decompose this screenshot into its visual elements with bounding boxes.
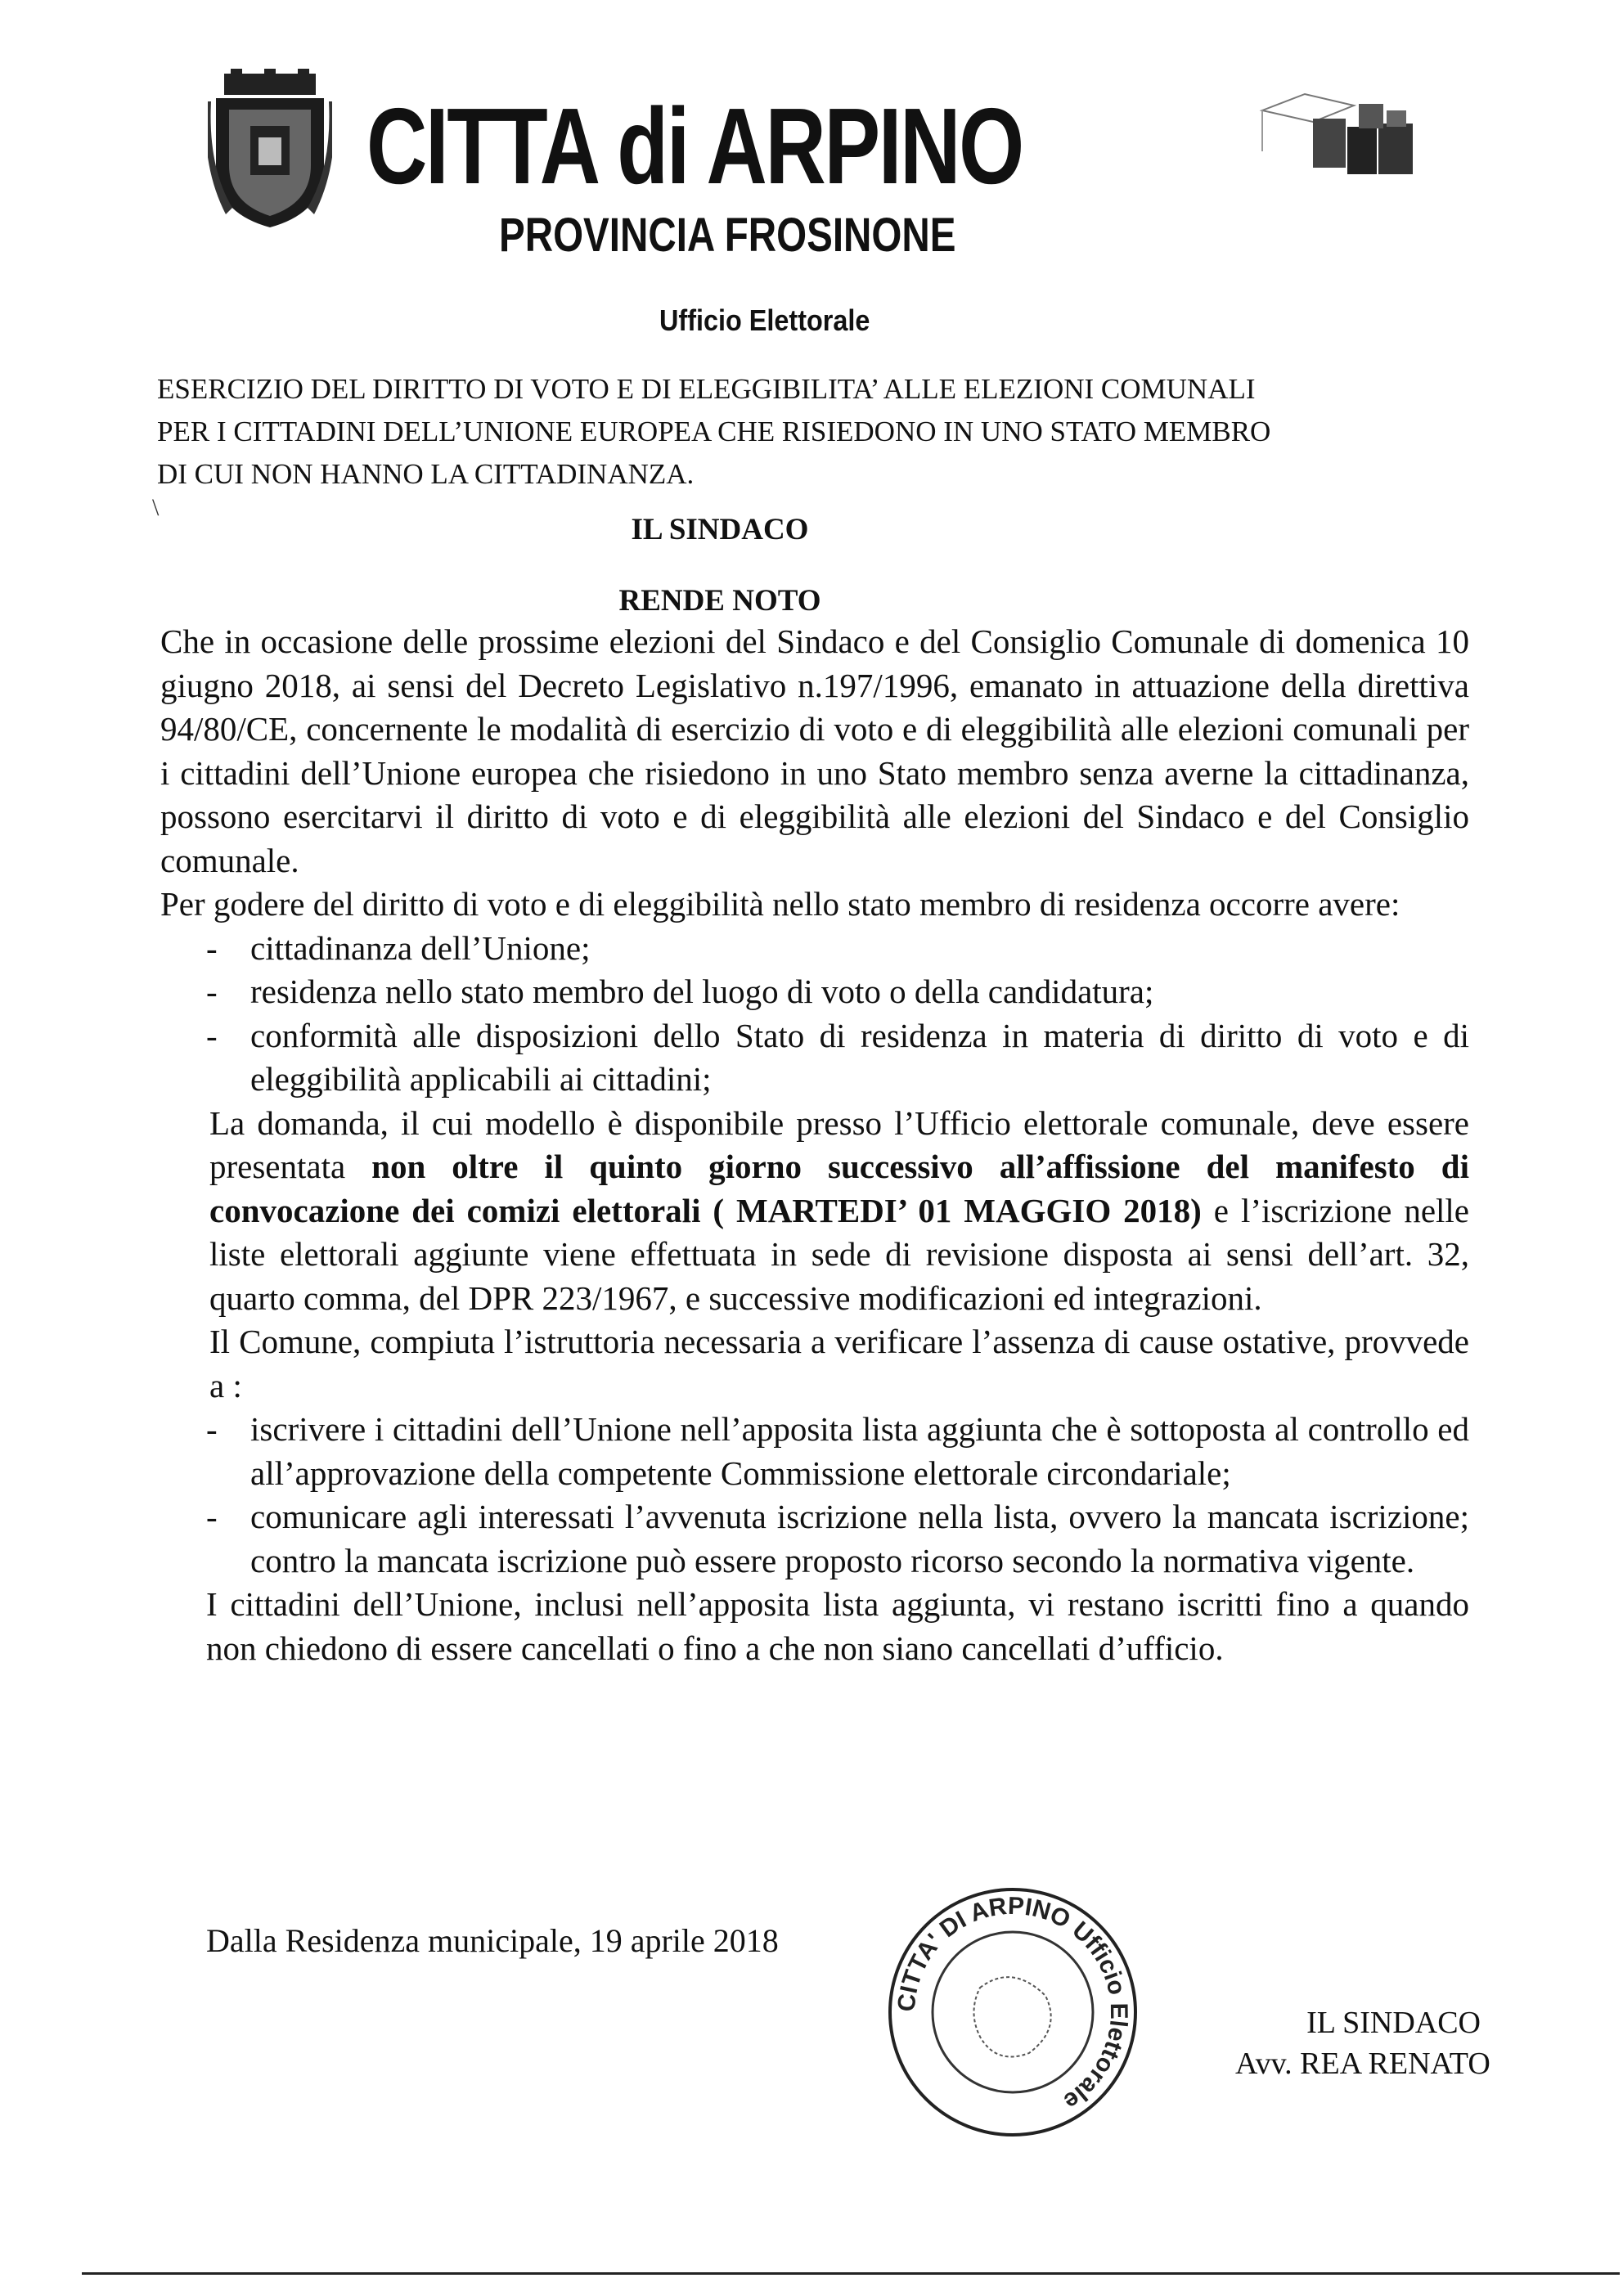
signatory: [1235, 2002, 1490, 2084]
conclusion-paragraph: I cittadini dell’Unione, inclusi nell’apposita lista aggiunta, vi restano iscritti fino a quando non chiedono di essere cancellati o fino a che non siano cancellati d’ufficio.: [206, 1585, 1469, 1667]
city-name: CITTA di ARPINO: [366, 86, 1023, 206]
region-logo-icon: [1256, 86, 1419, 184]
place-date: Dalla Residenza municipale, 19 aprile 2018: [206, 1922, 779, 1959]
requirements-intro: Per godere del diritto di voto e di eleggibilità nello stato membro di residenza occorre avere:: [160, 885, 1400, 923]
notice-body: [160, 620, 1469, 1670]
subject-line: PER I CITTADINI DELL’UNIONE EUROPEA CHE RISIEDONO IN UNO STATO MEMBRO: [157, 416, 1271, 447]
stamp-text: CITTA' DI ARPINO Ufficio Elettorale: [892, 1892, 1133, 2115]
subject-line: DI CUI NON HANNO LA CITTADINANZA.: [157, 458, 695, 490]
signatory-title: IL SINDACO: [1306, 2006, 1481, 2040]
province-name: PROVINCIA FROSINONE: [499, 209, 956, 262]
application-deadline: non oltre il quinto giorno successivo all’affissione del manifesto di convocazione dei comizi elettorali ( MARTEDI’ 01 MAGGIO 2018): [209, 1148, 1469, 1229]
notice-heading: RENDE NOTO: [618, 584, 821, 618]
coat-of-arms-icon: [208, 69, 332, 229]
stray-mark: \: [152, 494, 160, 521]
office-name: Ufficio Elettorale: [659, 303, 870, 337]
requirements-list: [160, 927, 1469, 1102]
commune-intro: Il Comune, compiuta l’istruttoria necessaria a verificare l’assenza di cause ostative, provvede a :: [209, 1323, 1469, 1404]
subject: [157, 368, 1466, 496]
intro-paragraph: Che in occasione delle prossime elezioni del Sindaco e del Consiglio Comunale di domenica 10 giugno 2018, ai sensi del Decreto Legislativo n.197/1996, emanato in attuazione della direttiva 94/80/CE, concernente le modalità di esercizio di voto e di eleggibilità alle elezioni comunali per i cittadini dell’Unione europea che risiedono in uno Stato membro senza averne la cittadinanza, possono esercitarvi il diritto di voto e di eleggibilità alle elezioni del Sindaco e del Consiglio comunale.: [160, 622, 1469, 879]
official-stamp: [874, 1873, 1152, 2151]
signatory-name: Avv. REA RENATO: [1235, 2047, 1490, 2081]
footer-rule: [82, 2272, 1620, 2275]
list-item: - comunicare agli interessati l’avvenuta iscrizione nella lista, ovvero la mancata iscrizione; contro la mancata iscrizione può essere proposto ricorso secondo la normativa vigente.: [206, 1498, 1469, 1579]
subject-line: ESERCIZIO DEL DIRITTO DI VOTO E DI ELEGGIBILITA’ ALLE ELEZIONI COMUNALI: [157, 373, 1256, 405]
list-item: - conformità alle disposizioni dello Stato di residenza in materia di diritto di voto e di eleggibilità applicabili ai cittadini;: [206, 1016, 1469, 1098]
list-item: - iscrivere i cittadini dell’Unione nell’apposita lista aggiunta che è sottoposta al controllo ed all’approvazione della competente Commissione elettorale circondariale;: [206, 1410, 1469, 1492]
commune-actions-list: [160, 1408, 1469, 1583]
list-item: - cittadinanza dell’Unione;: [206, 928, 591, 967]
mayor-heading: IL SINDACO: [631, 513, 809, 546]
svg-text:CITTA' DI ARPINO Ufficio Elett: [893, 1893, 1132, 2115]
application-paragraph: La domanda, il cui modello è disponibile presso l’Ufficio elettorale comunale, deve essere presentata non oltre il quinto giorno successivo all’affissione del manifesto di convocazione dei comizi elettorali ( MARTEDI’ 01 MAGGIO 2018) e l’iscrizione nelle liste elettorali aggiunte viene effettuata in sede di revisione disposta ai sensi dell’art. 32, quarto comma, del DPR 223/1967, e successive modificazioni ed integrazioni.: [209, 1103, 1469, 1317]
list-item: - residenza nello stato membro del luogo di voto o della candidatura;: [206, 973, 1154, 1010]
